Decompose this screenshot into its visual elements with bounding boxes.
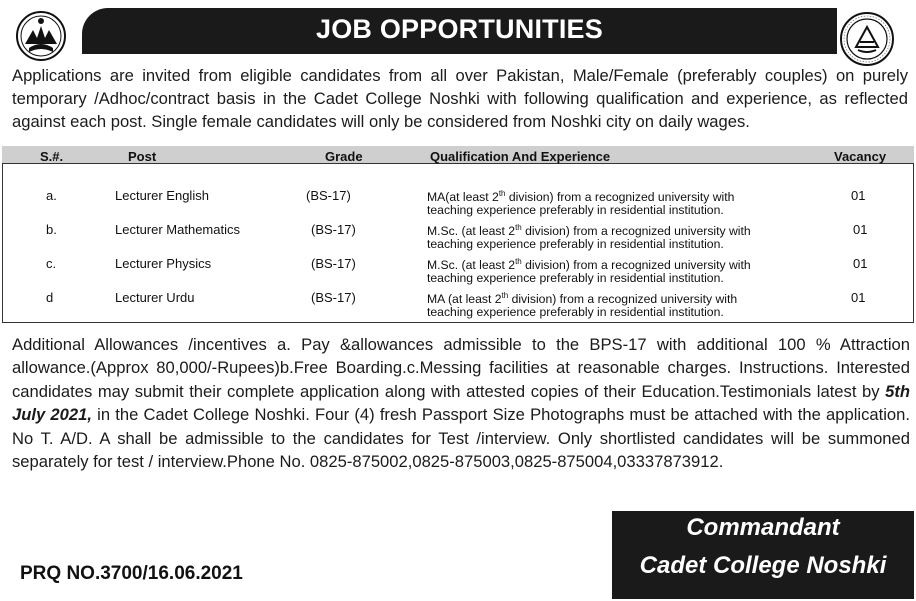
- row-vacancy: 01: [851, 290, 866, 305]
- qual-text: MA (at least 2: [427, 292, 502, 307]
- qual-text: teaching experience preferably in residential institution.: [427, 271, 724, 286]
- last-date: 5th July 2021,: [12, 381, 910, 425]
- additional-paragraph: [12, 333, 910, 473]
- row-post: Lecturer Urdu: [115, 290, 195, 305]
- row-qualification: [427, 187, 837, 217]
- row-sno: c.: [46, 256, 57, 271]
- column-header-vacancy: Vacancy: [834, 149, 887, 164]
- row-grade: (BS-17): [311, 290, 356, 305]
- row-post: Lecturer English: [115, 188, 209, 203]
- row-qualification: [427, 255, 837, 285]
- qual-superscript: th: [498, 189, 506, 198]
- row-sno: d: [46, 290, 54, 305]
- row-sno: b.: [46, 222, 57, 237]
- row-grade: (BS-17): [311, 256, 356, 271]
- row-vacancy: 01: [853, 222, 868, 237]
- page-title: JOB OPPORTUNITIES: [316, 14, 603, 44]
- additional-text: Additional Allowances /incentives a. Pay &allowances admissible to the BPS-17 with additional 100 % Attraction allowance.(Approx 80,000/-Rupees)b.Free Boarding.c.Messing facilities at reasonable charges. Instructions. Interested candidates may submit their complete application along with attested copies of their Education.Testimonials latest by: [12, 335, 910, 401]
- row-vacancy: 01: [853, 256, 868, 271]
- college-crest-icon: [15, 10, 67, 62]
- additional-text: in the Cadet College Noshki. Four (4) fresh Passport Size Photographs must be attached with the application. No T. A/D. A shall be admissible to the candidates for Test /interview. Only shortlisted candidates will be summoned separately for test / interview.Phone No. 0825-875002,0825-875003,0825-875004,03337873912.: [12, 405, 910, 472]
- qual-text: division) from a recognized university with: [521, 258, 751, 273]
- qual-text: teaching experience preferably in residential institution.: [427, 237, 724, 252]
- qual-superscript: th: [501, 291, 509, 300]
- qual-text: M.Sc. (at least 2: [427, 224, 516, 239]
- intro-paragraph: Applications are invited from eligible candidates from all over Pakistan, Male/Female (preferably couples) on purely temporary /Adhoc/contract basis in the Cadet College Noshki with following qualification and experience, as reflected against each post. Single female candidates will only be considered from Noshki city on daily wages.: [12, 66, 908, 131]
- row-qualification: [427, 289, 837, 319]
- row-sno: a.: [46, 188, 57, 203]
- signature-title: Commandant: [686, 514, 840, 541]
- qual-text: division) from a recognized university with: [521, 224, 751, 239]
- column-header-qualification: Qualification And Experience: [430, 149, 611, 164]
- qual-text: division) from a recognized university with: [508, 292, 738, 307]
- qual-text: teaching experience preferably in residential institution.: [427, 203, 724, 218]
- college-seal-icon: [838, 10, 896, 68]
- row-grade: (BS-17): [306, 188, 351, 203]
- column-header-sno: S.#.: [40, 149, 64, 164]
- signature-institution: Cadet College Noshki: [639, 552, 887, 579]
- qual-text: teaching experience preferably in residential institution.: [427, 305, 724, 320]
- qual-text: M.Sc. (at least 2: [427, 258, 516, 273]
- column-header-post: Post: [128, 149, 157, 164]
- qual-superscript: th: [515, 223, 522, 232]
- row-post: Lecturer Mathematics: [115, 222, 240, 237]
- row-vacancy: 01: [851, 188, 866, 203]
- qual-superscript: th: [515, 257, 522, 266]
- row-grade: (BS-17): [311, 222, 356, 237]
- qual-text: division) from a recognized university with: [505, 190, 735, 205]
- prq-number: PRQ NO.3700/16.06.2021: [20, 563, 243, 584]
- row-post: Lecturer Physics: [115, 256, 212, 271]
- row-qualification: [427, 221, 837, 251]
- qual-text: MA(at least 2: [427, 190, 499, 205]
- column-header-grade: Grade: [325, 149, 363, 164]
